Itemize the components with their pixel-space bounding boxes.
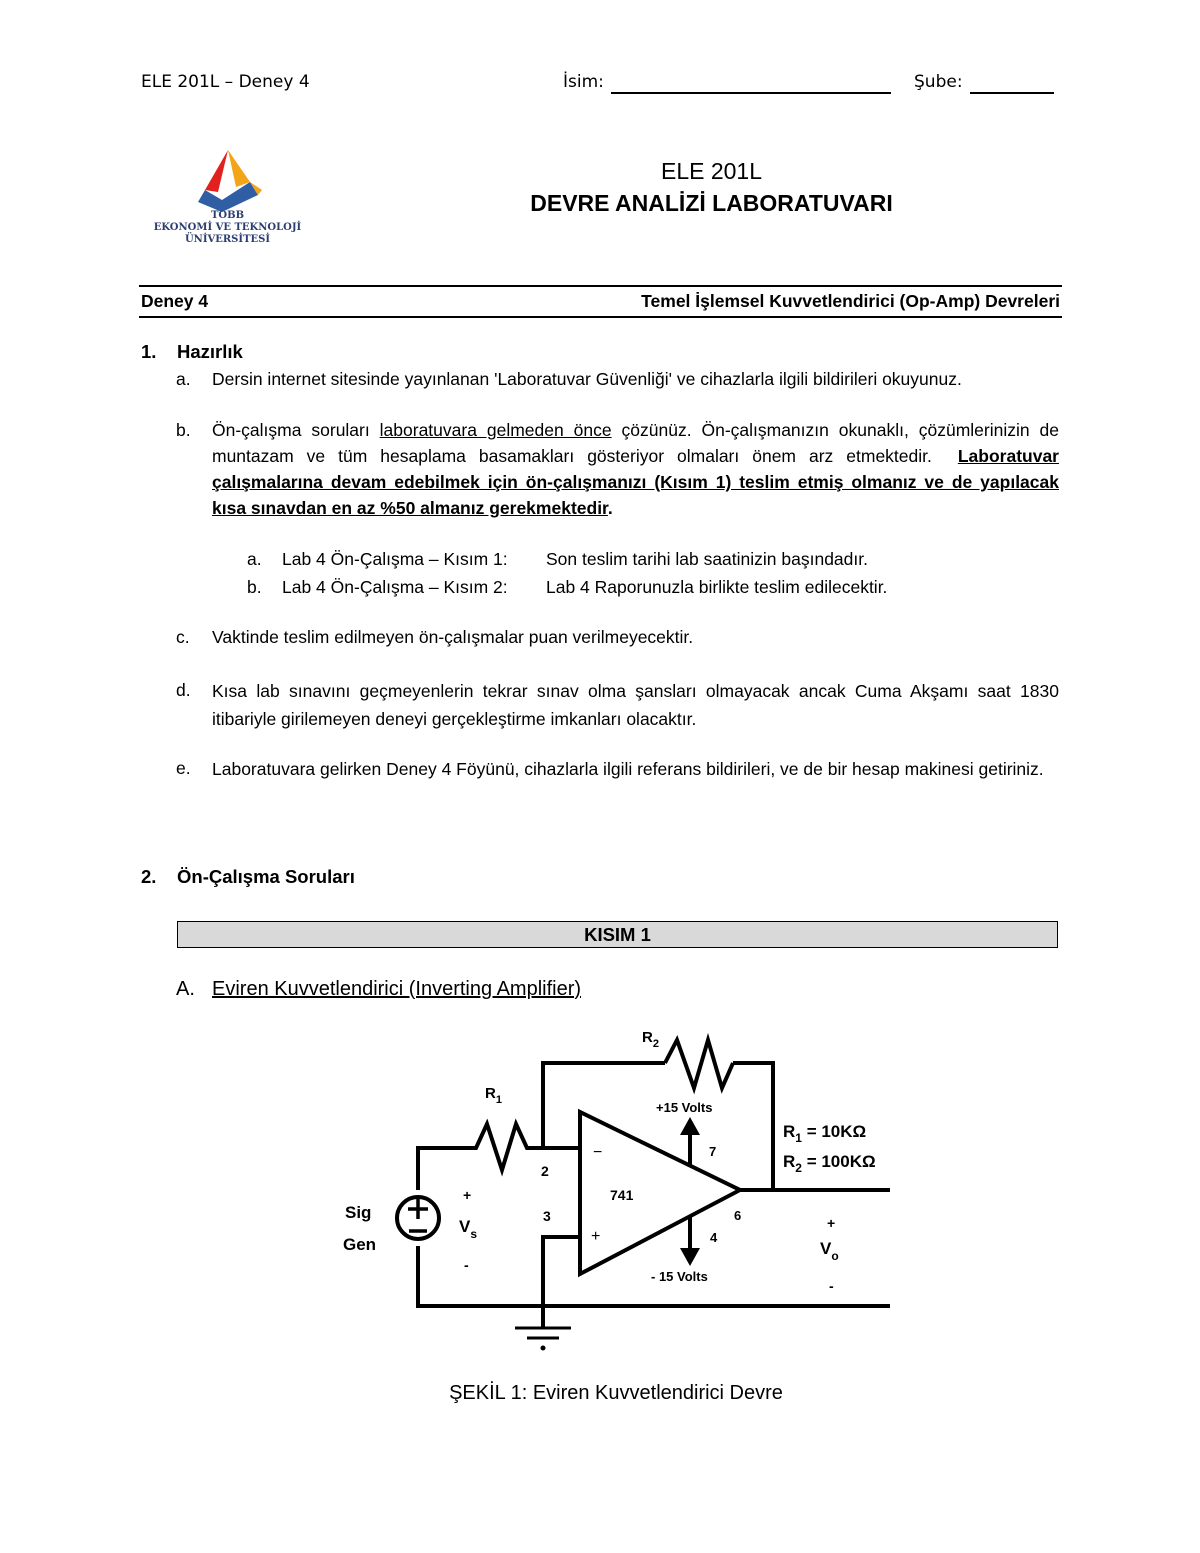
name-label: İsim: [563,72,604,92]
subsection-marker: A. [176,978,195,1000]
subitem-b-text: Lab 4 Raporunuzla birlikte teslim edilecektir. [546,577,888,597]
pin-3: 3 [543,1208,551,1224]
logo-text-2: EKONOMİ VE TEKNOLOJİ [153,222,302,233]
section2-number: 2. [141,866,157,887]
section1-heading: Hazırlık [177,341,243,362]
r1-value: $R_1 = 10K\Omega$ [783,1122,867,1145]
item-b-text-a: Ön-çalışma soruları [212,420,380,440]
section1-number: 1. [141,341,157,362]
vminus-label: - 15 Volts [651,1269,708,1284]
opamp-model: 741 [610,1187,634,1203]
experiment-label: Deney 4 [141,291,209,311]
top-rule [139,285,1062,287]
r2-resistor-icon [665,1040,733,1088]
pin-2: 2 [541,1163,549,1179]
item-b-bold-requirement: Laboratuvar çalışmalarına devam edebilmek için ön-çalışmanızı (Kısım 1) teslim etmiş olmanız ve de yapılacak kısa sınavdan en az %50 almanız gerekmektedir [212,446,1059,518]
lab-title: DEVRE ANALİZİ LABORATUVARI [530,190,893,216]
item-b-text [212,417,1059,521]
ground-dot-icon [541,1346,546,1351]
ground-icon [515,1328,571,1338]
section-label: Şube: [914,72,963,92]
item-b-end: . [607,498,613,518]
input-wire-top [418,1148,465,1190]
r2-value: $R_2 = 100K\Omega$ [783,1152,876,1175]
pin-7: 7 [709,1144,717,1159]
subsection-title: Eviren Kuvvetlendirici (Inverting Amplifier) [212,978,582,1000]
vo-plus: + [827,1215,836,1231]
course-header: ELE 201L – Deney 4 [141,72,310,92]
vplus-arrow-icon [680,1117,700,1135]
bottom-wire-left [418,1246,543,1306]
item-a-text: Dersin internet sitesinde yayınlanan 'Laboratuvar Güvenliği' ve cihazlarla ilgili bildirileri okuyunuz. [212,369,962,389]
vs-plus: + [463,1187,472,1203]
pin-4: 4 [710,1230,718,1245]
pin-6: 6 [734,1208,742,1223]
experiment-name: Temel İşlemsel Kuvvetlendirici (Op-Amp) Devreleri [641,291,1060,311]
inverting-amplifier-circuit [330,1020,900,1360]
vs-label: $V_s$ [459,1217,478,1241]
vplus-label: +15 Volts [656,1100,713,1115]
subitem-a-label: Lab 4 Ön-Çalışma – Kısım 1: [282,549,508,569]
logo-text-1: TOBB [210,210,245,221]
vo-label: $V_o$ [820,1239,839,1263]
item-c-marker: c. [176,627,190,647]
item-e-marker: e. [176,758,191,778]
subitem-a-marker: a. [247,549,262,569]
item-d-text: Kısa lab sınavını geçmeyenlerin tekrar sınav olma şansları olmayacak ancak Cuma Akşamı saat 1830 itibariyle girilemeyen deneyi gerçekleştirme imkanları olacaktır. [212,681,1059,729]
vminus-arrow-icon [680,1248,700,1266]
subitem-a-text: Son teslim tarihi lab saatinizin başındadır. [546,549,868,569]
bottom-rule [139,316,1062,318]
item-b-underlined: laboratuvara gelmeden önce [379,420,612,440]
r1-resistor-icon [465,1124,580,1170]
logo-text-3: ÜNİVERSİTESİ [184,234,271,245]
subitem-b-marker: b. [247,577,262,597]
r2-label: $R_2$ [642,1029,659,1050]
item-b-text-b: çözünüz. Ön-çalışmanızın okunaklı, çözümlerinizin de muntazam ve tüm hesaplama basamakları gösteriyor olmaları önem arz etmektedir. [212,420,1059,466]
subitem-b-label: Lab 4 Ön-Çalışma – Kısım 2: [282,577,508,597]
feedback-wire-left [543,1063,665,1148]
feedback-wire-right [733,1063,773,1190]
item-e-text: Laboratuvara gelirken Deney 4 Föyünü, cihazlarla ilgili referans bildirileri, ve de bir hesap makinesi getiriniz. [212,759,1044,779]
vs-minus: - [464,1257,469,1273]
item-a-marker: a. [176,369,191,389]
noninv-wire [543,1237,580,1328]
item-d-marker: d. [176,680,191,700]
figure-caption: ŞEKİL 1: Eviren Kuvvetlendirici Devre [449,1382,783,1404]
item-b-marker: b. [176,420,191,440]
sig-label: Sig [345,1203,372,1222]
item-c-text: Vaktinde teslim edilmeyen ön-çalışmalar puan verilmeyecektir. [212,627,694,647]
vo-minus: - [829,1278,834,1294]
section-blank[interactable] [970,92,1054,94]
part-box: KISIM 1 [177,921,1058,948]
noninverting-input-sign: + [591,1228,601,1245]
op-amp-triangle-icon [580,1112,740,1274]
section2-heading: Ön-Çalışma Soruları [177,866,355,887]
inverting-input-sign: − [593,1144,603,1161]
r1-label: $R_1$ [485,1085,502,1106]
name-blank[interactable] [611,92,891,94]
course-title: ELE 201L [660,158,763,184]
gen-label: Gen [343,1235,377,1254]
